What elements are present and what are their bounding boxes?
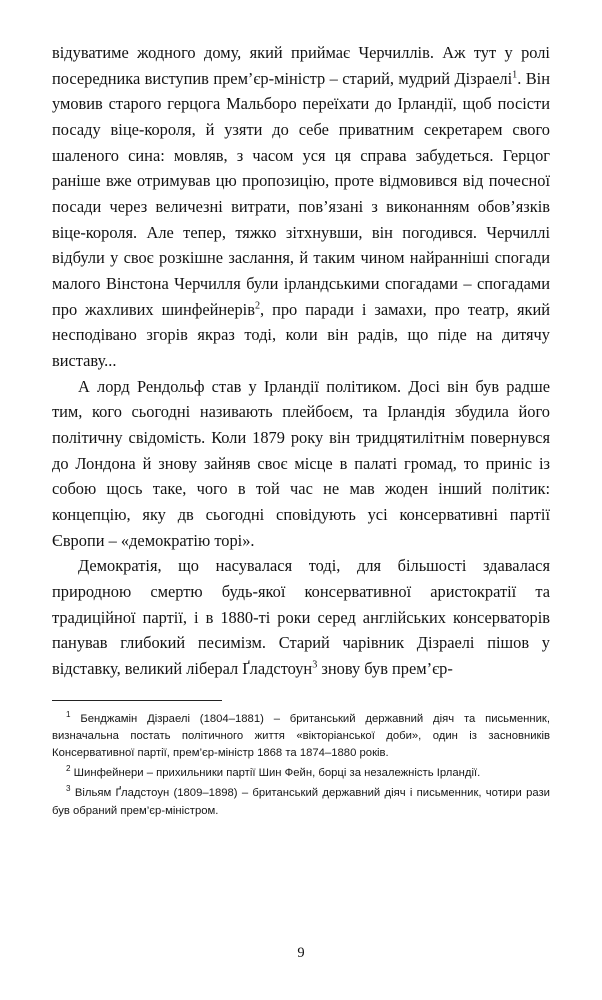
page-body	[52, 40, 550, 682]
paragraph-2-text: А лорд Рендольф став у Ірландії політиком. Досі він був радше тим, кого сьогодні називають плейбоєм, та Ірландія збудила його політичну свідомість. Коли 1879 року він тридцятилітнім повернувся до Лондона й знову зайняв своє місце в палаті громад, то приніс із собою щось таке, чого в той час не мав жоден інший політик: концепцію, яку дв сьогодні сповідують усі консервативні партії Європи – «демократію торі».	[52, 376, 550, 550]
paragraph-2	[52, 374, 550, 554]
paragraph-1-text-end: , про паради і замахи, про театр, який несподівано згорів якраз тоді, коли він радів, що піде на дитячу виставу...	[52, 299, 550, 371]
footnote-2	[52, 765, 550, 782]
paragraph-3-text: Демократія, що насувалася тоді, для більшості здавалася природною смертю будь-якої консервативної аристократії та традиційної партії, і в 1880-ті роки серед англійських консерваторів панував глибокий песимізм. Старий чарівник Дізраелі пішов у відставку, великий ліберал Ґладстоун	[52, 556, 550, 679]
footnote-marker-1: 1	[66, 710, 71, 720]
page-number: 9	[297, 945, 305, 961]
footnote-marker-2: 2	[66, 764, 71, 774]
footnote-2-text: Шинфейнери – прихильники партії Шин Фейн, борці за незалежність Ірландії.	[73, 767, 481, 780]
footnote-ref-2[interactable]: 2	[254, 300, 261, 312]
footnotes-block	[52, 711, 550, 823]
paragraph-1-text: відуватиме жодного дому, який приймає Черчиллів. Аж тут у ролі посередника виступив прем’єр-міністр – старий, мудрий Дізраелі	[52, 43, 550, 88]
paragraph-3-text-cont: знову був прем’єр-	[317, 659, 453, 679]
footnote-1	[52, 711, 550, 762]
footnote-ref-3[interactable]: 3	[312, 659, 318, 671]
footnote-1-text: Бенджамін Дізраелі (1804–1881) – британський державний діяч та письменник, визначальна постать політичного життя «вікторіанської доби», один із засновників Консервативної партії, прем’єр-міністр 1868 та 1874–1880 років.	[52, 712, 550, 760]
footnote-marker-3: 3	[66, 784, 71, 794]
footnote-3-text: Вільям Ґладстоун (1809–1898) – британський державний діяч і письменник, чотири рази був обраний прем’єр-міністром.	[52, 787, 550, 817]
footnote-3	[52, 785, 550, 819]
footnote-separator	[52, 700, 222, 701]
footnote-ref-1[interactable]: 1	[512, 69, 518, 81]
paragraph-1-text-cont: . Він умовив старого герцога Мальборо переїхати до Ірландії, щоб посісти посаду віце-короля, й узяти до себе приватним секретарем свого шаленого сина: мовляв, з часом уся ця справа забудеться. Герцог раніше вже отримував цю пропозицію, проте відмовився від почесної посади через величезні витрати, пов’язані з виконанням обов’язків віце-короля. Але тепер, тяжко зітхнувши, він погодився. Черчиллі відбули у своє розкішне заслання, й таким чином найранніші спогади малого Вінстона Черчилля були ірландськими спогадами – спогадами про жахливих шинфейнерів	[52, 68, 551, 319]
paragraph-1	[52, 40, 550, 374]
page-spacer	[52, 823, 550, 945]
paragraph-3	[52, 553, 550, 681]
